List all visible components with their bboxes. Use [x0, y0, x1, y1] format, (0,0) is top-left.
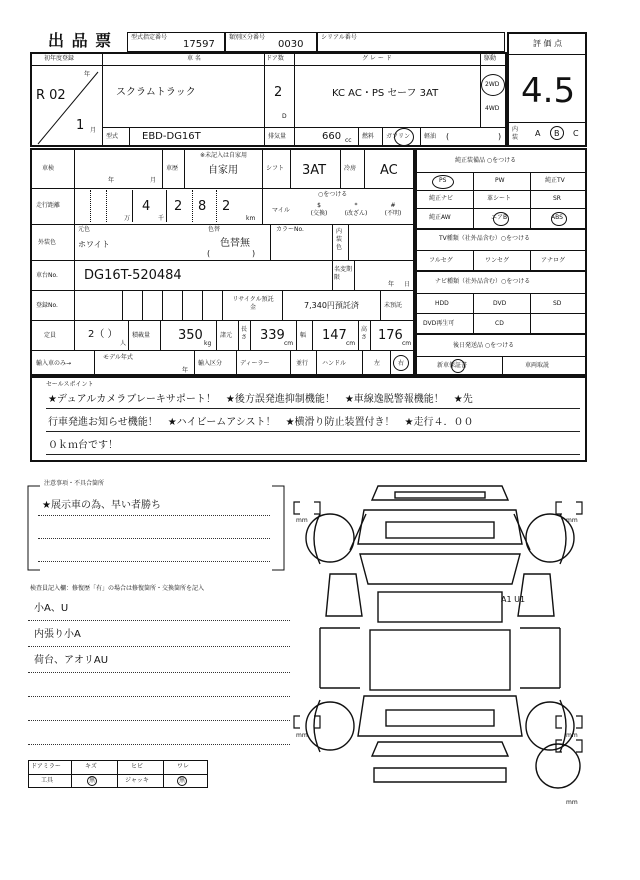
equip-nav: 純正ナビ: [429, 195, 454, 202]
interior-grade-circle: [550, 126, 564, 140]
notes-line-1: ★展示車の為、早い者勝ち: [42, 500, 161, 511]
interior-grade-c: C: [573, 129, 579, 138]
tire-rl-mm: mm: [296, 732, 308, 739]
basic-info-block: 初年度登録 車 名 ドア数 グ レ ー ド 駆動 年 R 02 1 月 スクラムトラック 2 D KC AC・PS セーフ 3AT 2WD 4WD 型式 EBD-DG16T 排気量 660 cc 燃料 ガソリン 軽油 ( ): [30, 52, 507, 147]
class-no-box: 類別区分番号 0030: [225, 32, 317, 52]
height-value: 176: [378, 328, 403, 343]
inspector-line-1: 小A、U: [34, 603, 69, 614]
serial-box: シリアル番号: [317, 32, 505, 52]
form-title: 出 品 票: [48, 31, 113, 50]
drive-2wd: 2WD: [485, 81, 500, 88]
mileage-digit-6: 2: [222, 199, 231, 214]
model-value: EBD-DG16T: [142, 131, 201, 142]
equipment-block: 純正装備品 ○をつける PS PW 純正TV 純正ナビ 革シート SR 純正AW エアB ABS TV種類（社外品含む）○をつける フルセグ ワンセグ アナログ ナビ種類（社外品含む）○をつける HDD DVD SD DVD再生可 CD 後日発送品 ○をつける 新車保証書 車両取説: [415, 148, 587, 376]
drive-circle: [481, 74, 505, 96]
nav-dvd-play: DVD再生可: [423, 320, 455, 327]
specs-block: 車検 年 月 車歴 ※未記入は自家用 自家用 シフト 3AT 冷房 AC 走行距離 万 4 千 2 8 2 km マイル ○をつける $ (交換) * (改ざん) # (不明) 外装色 元色 ホワイト 色替 色替無 ( ) カラーNo. 内装色 車台No. DG16T-520484 名変期限 年 日 登録No. リサイクル預託金 7,340円預託済 未預託 定員 2（ ） 人 積載量 350 kg 諸元 長さ 339 cm 幅 147 cm 高さ 176 cm 輸入車のみ→ モデル年式 年 輸入区分 ディーラー 並行 ハンドル 左 右: [30, 148, 415, 376]
capacity-value: 2（ ）: [88, 329, 118, 340]
width-value: 147: [322, 328, 347, 343]
equip-leather: 革シート: [487, 195, 512, 202]
fuel-gasoline: ガソリン: [386, 133, 411, 140]
damage-mark-bed: A1 U1: [501, 595, 526, 604]
later-warranty: 新車保証書: [437, 362, 468, 369]
import-parallel: 並行: [296, 360, 309, 367]
sales-line-1: ★デュアルカメラブレーキサポート！ ★後方誤発進抑制機能！ ★車線逸脱警報機能！ ★先: [48, 394, 473, 405]
handle-left: 左: [374, 360, 381, 367]
inspector-line-2: 内張り小A: [34, 629, 81, 640]
equip-tv: 純正TV: [545, 177, 565, 184]
jack-value: 無: [179, 777, 186, 784]
first-reg-slash: [34, 68, 100, 146]
handle-circle: [393, 355, 409, 371]
tv-analog: アナログ: [541, 257, 566, 264]
mileage-digit-4: 2: [174, 199, 183, 214]
interior-grade-b: B: [554, 129, 560, 138]
swap-mark: $ (交換): [310, 202, 328, 217]
doors-value: 2: [274, 85, 283, 100]
load-value: 350: [178, 328, 203, 343]
tire-fr-mm: mm: [566, 517, 578, 524]
rating-box: 評 価 点 4.5 内装 A B C: [507, 32, 587, 147]
drive-4wd: 4WD: [485, 105, 500, 112]
first-reg-month: 1: [76, 118, 85, 133]
equip-ps: PS: [439, 177, 447, 184]
nav-dvd: DVD: [493, 300, 507, 307]
ac-value: AC: [380, 163, 398, 178]
color-change: 色替無: [220, 238, 250, 249]
alter-mark: * (改ざん): [344, 202, 368, 217]
later-manual: 車両取説: [525, 362, 550, 369]
rating-score: 4.5: [521, 71, 576, 111]
vehicle-damage-diagram: [290, 478, 590, 808]
equip-aw: 純正AW: [429, 214, 451, 221]
nav-cd: CD: [495, 320, 504, 327]
equip-sr: SR: [553, 195, 561, 202]
equip-airbag: エアB: [491, 214, 508, 221]
fuel-diesel: 軽油: [424, 133, 437, 140]
tire-spare-mm: mm: [566, 799, 578, 806]
sales-line-2: 行車発進お知らせ機能！ ★ハイビームアシスト！ ★横滑り防止装置付き！ ★走行４．００: [48, 417, 474, 428]
import-dealer: ディーラー: [240, 360, 270, 367]
nav-sd: SD: [553, 300, 562, 307]
handle-right: 右: [398, 360, 405, 367]
equip-pw: PW: [495, 177, 505, 184]
tire-fl-mm: mm: [296, 517, 308, 524]
original-color: ホワイト: [78, 240, 110, 249]
inspector-line-3: 荷台、アオリAU: [34, 655, 109, 666]
type-no: 17597: [183, 39, 215, 50]
tv-oneseg: ワンセグ: [485, 257, 510, 264]
equip-abs: ABS: [551, 214, 563, 221]
nav-hdd: HDD: [435, 300, 449, 307]
tools-value: 無: [89, 777, 96, 784]
interior-grade-a: A: [535, 129, 541, 138]
recycle-fee: 7,340円預託済: [304, 301, 359, 310]
first-reg-year: R 02: [36, 88, 66, 103]
sales-point-block: セールスポイント ★デュアルカメラブレーキサポート！ ★後方誤発進抑制機能！ ★車線逸脱警報機能！ ★先 行車発進お知らせ機能！ ★ハイビームアシスト！ ★横滑り防止装置付き！ ★走行４．００ ０ｋｍ台です！: [30, 376, 587, 462]
unknown-mark: # (不明): [384, 202, 402, 217]
car-name: スクラムトラック: [116, 87, 196, 98]
displacement-value: 660: [322, 131, 342, 142]
grade-value: KC AC・PS セーフ 3AT: [332, 88, 439, 99]
type-no-box: 型式指定番号 17597: [127, 32, 225, 52]
legend-table: ドアミラー キズ ヒビ ワレ 工具 無 ジャッキ 無: [28, 760, 208, 788]
tv-fullseg: フルセグ: [429, 257, 453, 264]
sales-line-3: ０ｋｍ台です！: [48, 440, 118, 451]
length-value: 339: [260, 328, 285, 343]
mileage-digit-5: 8: [198, 199, 207, 214]
history-value: 自家用: [208, 165, 238, 176]
mileage-digit-3: 4: [142, 199, 151, 214]
chassis-number: DG16T-520484: [84, 268, 182, 283]
class-no: 0030: [278, 39, 304, 50]
fuel-circle: [394, 128, 414, 146]
shift-value: 3AT: [302, 163, 327, 178]
tire-rr-mm: mm: [566, 732, 578, 739]
